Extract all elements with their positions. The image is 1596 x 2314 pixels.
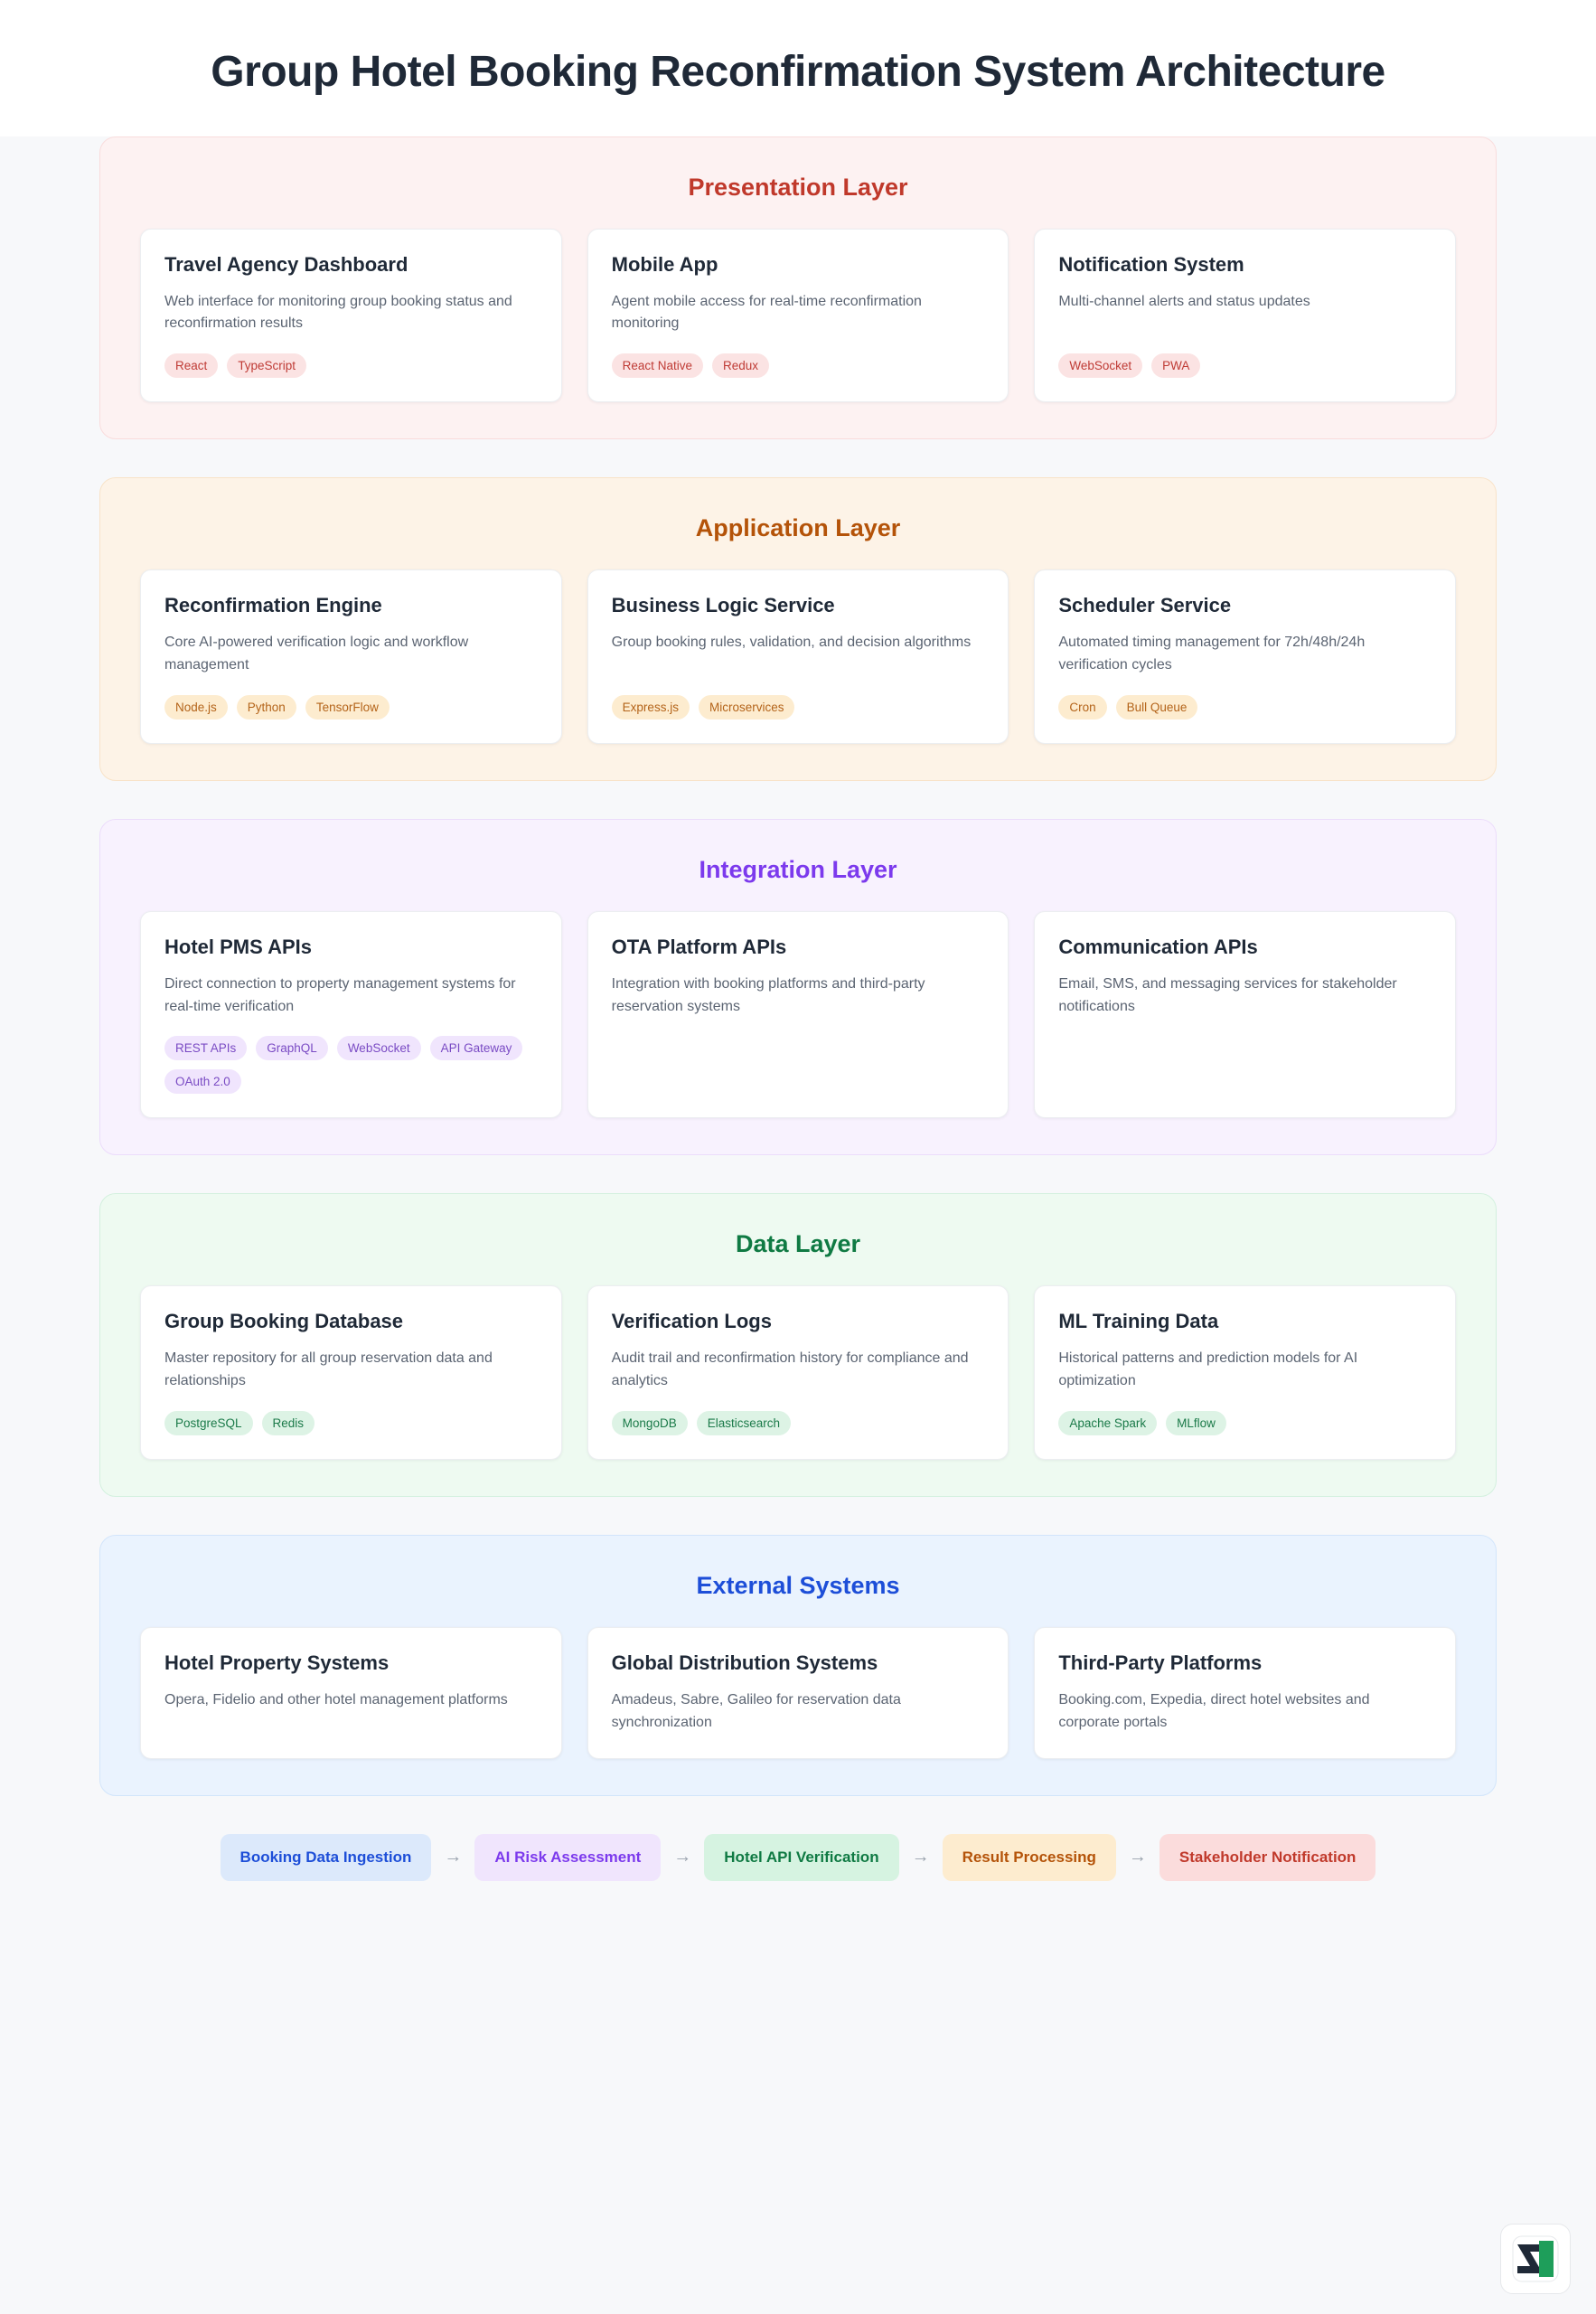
flow-step[interactable]: Result Processing xyxy=(943,1834,1116,1881)
tech-tag-list xyxy=(164,1036,538,1094)
tech-tag: PWA xyxy=(1151,353,1200,378)
layer-title: Data Layer xyxy=(735,1230,861,1258)
component-card[interactable] xyxy=(140,229,562,403)
card-description: Web interface for monitoring group booking status and reconfirmation results xyxy=(164,293,512,332)
flow-step[interactable]: Stakeholder Notification xyxy=(1159,1834,1376,1881)
component-card[interactable] xyxy=(1034,569,1456,744)
card-title: Travel Agency Dashboard xyxy=(164,252,408,276)
tech-tag: API Gateway xyxy=(430,1036,523,1060)
page-header xyxy=(0,0,1596,136)
tech-tag: Apache Spark xyxy=(1058,1411,1157,1435)
tech-tag: Python xyxy=(237,695,296,720)
tech-tag: PostgreSQL xyxy=(164,1411,253,1435)
component-card[interactable] xyxy=(587,229,1009,403)
tech-tag: Microservices xyxy=(699,695,795,720)
card-title: Business Logic Service xyxy=(611,594,835,617)
tech-tag-list xyxy=(1058,1411,1432,1435)
component-card[interactable] xyxy=(587,911,1009,1119)
tech-tag: Elasticsearch xyxy=(697,1411,791,1435)
flow-step[interactable]: AI Risk Assessment xyxy=(474,1834,661,1881)
card-description: Multi-channel alerts and status updates xyxy=(1058,293,1310,309)
tech-tag: OAuth 2.0 xyxy=(164,1069,241,1094)
tech-tag-list xyxy=(164,695,538,720)
layer-external xyxy=(99,1535,1497,1796)
layers-container xyxy=(0,136,1596,1796)
component-card[interactable] xyxy=(140,1285,562,1460)
layer-title: External Systems xyxy=(696,1572,900,1599)
tech-tag: MongoDB xyxy=(612,1411,688,1435)
card-title: Global Distribution Systems xyxy=(611,1651,878,1674)
tech-tag: MLflow xyxy=(1166,1411,1226,1435)
tech-tag-list xyxy=(612,353,985,378)
component-card[interactable] xyxy=(140,911,562,1119)
card-description: Email, SMS, and messaging services for stakeholder notifications xyxy=(1058,975,1397,1014)
card-description: Amadeus, Sabre, Galileo for reservation data synchronization xyxy=(611,1692,901,1730)
process-flow xyxy=(0,1834,1596,1881)
card-title: Scheduler Service xyxy=(1058,594,1232,617)
arrow-right-icon: → xyxy=(911,1847,930,1867)
arrow-right-icon: → xyxy=(673,1847,692,1867)
tech-tag: React Native xyxy=(612,353,703,378)
tech-tag: GraphQL xyxy=(256,1036,328,1060)
card-row xyxy=(140,569,1456,744)
card-description: Audit trail and reconfirmation history for compliance and analytics xyxy=(611,1350,969,1389)
layer-data xyxy=(99,1193,1497,1497)
tech-tag: TensorFlow xyxy=(305,695,390,720)
card-title: Group Booking Database xyxy=(164,1310,404,1333)
card-description: Core AI-powered verification logic and workflow management xyxy=(164,635,469,673)
layer-integration xyxy=(99,819,1497,1156)
card-title: Third-Party Platforms xyxy=(1058,1651,1263,1674)
tech-tag: Bull Queue xyxy=(1116,695,1198,720)
card-row xyxy=(140,229,1456,403)
page-title: Group Hotel Booking Reconfirmation System Architecture xyxy=(211,48,1385,96)
card-title: Verification Logs xyxy=(611,1310,772,1333)
tech-tag-list xyxy=(612,1411,985,1435)
layer-title: Presentation Layer xyxy=(688,173,908,201)
tech-tag-list xyxy=(164,353,538,378)
tech-tag: TypeScript xyxy=(227,353,306,378)
card-description: Agent mobile access for real-time reconfirmation monitoring xyxy=(611,293,922,332)
component-card[interactable] xyxy=(587,1285,1009,1460)
component-card[interactable] xyxy=(140,1627,562,1759)
card-description: Automated timing management for 72h/48h/24h verification cycles xyxy=(1058,635,1366,673)
card-row xyxy=(140,911,1456,1119)
component-card[interactable] xyxy=(140,569,562,744)
tech-tag: Redis xyxy=(262,1411,315,1435)
card-title: OTA Platform APIs xyxy=(611,935,787,958)
card-title: Reconfirmation Engine xyxy=(164,594,382,617)
card-title: ML Training Data xyxy=(1058,1310,1219,1333)
brand-logo xyxy=(1500,2224,1571,2294)
component-card[interactable] xyxy=(587,1627,1009,1759)
card-description: Historical patterns and prediction models for AI optimization xyxy=(1058,1350,1358,1389)
layer-presentation xyxy=(99,136,1497,440)
component-card[interactable] xyxy=(1034,1627,1456,1759)
layer-application xyxy=(99,477,1497,781)
card-title: Hotel PMS APIs xyxy=(164,935,312,958)
tech-tag-list xyxy=(1058,695,1432,720)
component-card[interactable] xyxy=(1034,1285,1456,1460)
tech-tag: WebSocket xyxy=(337,1036,421,1060)
tech-tag-list xyxy=(164,1411,538,1435)
arrow-right-icon: → xyxy=(1128,1847,1147,1867)
tech-tag: Express.js xyxy=(612,695,690,720)
component-card[interactable] xyxy=(587,569,1009,744)
flow-step[interactable]: Hotel API Verification xyxy=(704,1834,898,1881)
tech-tag: Node.js xyxy=(164,695,228,720)
tech-tag: REST APIs xyxy=(164,1036,247,1060)
card-description: Booking.com, Expedia, direct hotel websites and corporate portals xyxy=(1058,1692,1370,1730)
arrow-right-icon: → xyxy=(444,1847,463,1867)
tech-tag-list xyxy=(1058,353,1432,378)
card-title: Communication APIs xyxy=(1058,935,1258,958)
card-row xyxy=(140,1627,1456,1759)
card-description: Opera, Fidelio and other hotel management platforms xyxy=(164,1692,508,1707)
card-title: Hotel Property Systems xyxy=(164,1651,390,1674)
layer-title: Integration Layer xyxy=(699,855,897,883)
tech-tag-list xyxy=(612,695,985,720)
layer-title: Application Layer xyxy=(695,514,901,542)
card-description: Integration with booking platforms and third-party reservation systems xyxy=(611,975,925,1014)
card-description: Master repository for all group reservation data and relationships xyxy=(164,1350,493,1389)
component-card[interactable] xyxy=(1034,229,1456,403)
card-row xyxy=(140,1285,1456,1460)
card-description: Group booking rules, validation, and decision algorithms xyxy=(611,635,972,651)
tech-tag: Cron xyxy=(1058,695,1106,720)
flow-step[interactable]: Booking Data Ingestion xyxy=(221,1834,432,1881)
card-title: Notification System xyxy=(1058,252,1244,276)
tech-tag: React xyxy=(164,353,218,378)
tech-tag: WebSocket xyxy=(1058,353,1142,378)
card-description: Direct connection to property management systems for real-time verification xyxy=(164,975,516,1014)
component-card[interactable] xyxy=(1034,911,1456,1119)
tech-tag: Redux xyxy=(712,353,769,378)
card-title: Mobile App xyxy=(611,252,718,276)
